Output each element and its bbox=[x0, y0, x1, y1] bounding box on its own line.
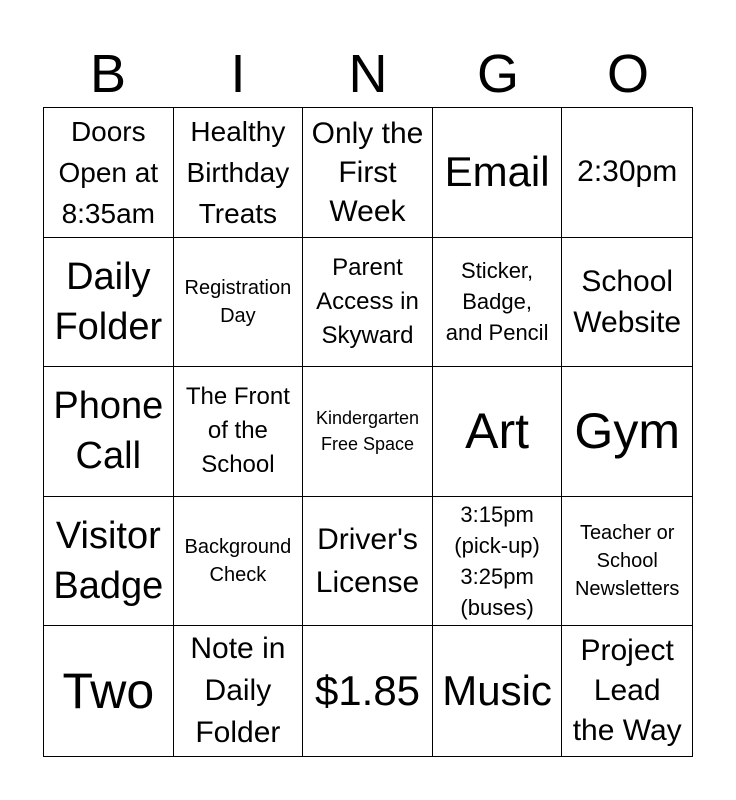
cell-text: Kindergarten Free Space bbox=[315, 408, 420, 455]
bingo-cell-r1-c4[interactable] bbox=[433, 108, 563, 238]
bingo-cell-r2-c3[interactable] bbox=[303, 238, 433, 368]
bingo-cell-r3-c4[interactable] bbox=[433, 367, 563, 497]
cell-text: Email bbox=[444, 148, 550, 196]
cell-text: Teacher or School Newsletters bbox=[574, 522, 680, 601]
header-letter-b: B bbox=[89, 44, 127, 104]
bingo-cell-r2-c2[interactable] bbox=[174, 238, 304, 368]
header-letter-i: I bbox=[230, 44, 246, 104]
bingo-cell-r4-c2[interactable] bbox=[174, 497, 304, 627]
cell-text: Two bbox=[62, 663, 155, 720]
cell-text: Project Lead the Way bbox=[572, 634, 682, 748]
cell-text: $1.85 bbox=[314, 667, 421, 715]
bingo-cell-r5-c1[interactable] bbox=[44, 626, 174, 756]
cell-text: Doors Open at 8:35am bbox=[58, 115, 159, 229]
bingo-cell-r5-c3[interactable] bbox=[303, 626, 433, 756]
bingo-cell-r3-c3[interactable] bbox=[303, 367, 433, 497]
bingo-cell-r2-c5[interactable] bbox=[562, 238, 692, 368]
cell-text: Phone Call bbox=[53, 385, 164, 478]
bingo-cell-r2-c1[interactable] bbox=[44, 238, 174, 368]
cell-text: Registration Day bbox=[184, 276, 292, 327]
cell-text: Sticker, Badge, and Pencil bbox=[445, 258, 549, 346]
cell-text: Music bbox=[442, 667, 552, 715]
cell-text: Parent Access in Skyward bbox=[316, 253, 419, 349]
header-letter-g: G bbox=[476, 44, 519, 104]
cell-text: School Website bbox=[573, 264, 682, 339]
cell-text: Visitor Badge bbox=[53, 515, 164, 608]
cell-text: Daily Folder bbox=[54, 255, 163, 348]
bingo-cell-r4-c1[interactable] bbox=[44, 497, 174, 627]
bingo-cell-r4-c5[interactable] bbox=[562, 497, 692, 627]
bingo-cell-r5-c5[interactable] bbox=[562, 626, 692, 756]
cell-text: 3:15pm (pick-up) 3:25pm (buses) bbox=[454, 502, 540, 621]
cell-text: Healthy Birthday Treats bbox=[186, 115, 290, 229]
bingo-cell-r1-c2[interactable] bbox=[174, 108, 304, 238]
bingo-cell-r1-c5[interactable] bbox=[562, 108, 692, 238]
cell-text: Gym bbox=[574, 403, 680, 460]
cell-text: Background Check bbox=[184, 536, 292, 587]
cell-text: Art bbox=[465, 403, 530, 460]
bingo-cell-r4-c3[interactable] bbox=[303, 497, 433, 627]
bingo-cell-r5-c2[interactable] bbox=[174, 626, 304, 756]
cell-text: Driver's License bbox=[315, 523, 420, 600]
cell-text: 2:30pm bbox=[577, 155, 678, 189]
bingo-cell-r1-c1[interactable] bbox=[44, 108, 174, 238]
header-letter-n: N bbox=[348, 44, 388, 104]
bingo-cell-r4-c4[interactable] bbox=[433, 497, 563, 627]
bingo-cell-r3-c1[interactable] bbox=[44, 367, 174, 497]
bingo-cell-r3-c5[interactable] bbox=[562, 367, 692, 497]
bingo-header bbox=[43, 40, 693, 108]
bingo-cell-r1-c3[interactable] bbox=[303, 108, 433, 238]
bingo-card bbox=[43, 107, 693, 757]
bingo-cell-r5-c4[interactable] bbox=[433, 626, 563, 756]
header-letter-o: O bbox=[606, 44, 649, 104]
cell-text: The Front of the School bbox=[185, 383, 290, 479]
bingo-cell-r3-c2[interactable] bbox=[174, 367, 304, 497]
bingo-cell-r2-c4[interactable] bbox=[433, 238, 563, 368]
cell-text: Note in Daily Folder bbox=[190, 632, 286, 750]
cell-text: Only the First Week bbox=[311, 116, 424, 228]
